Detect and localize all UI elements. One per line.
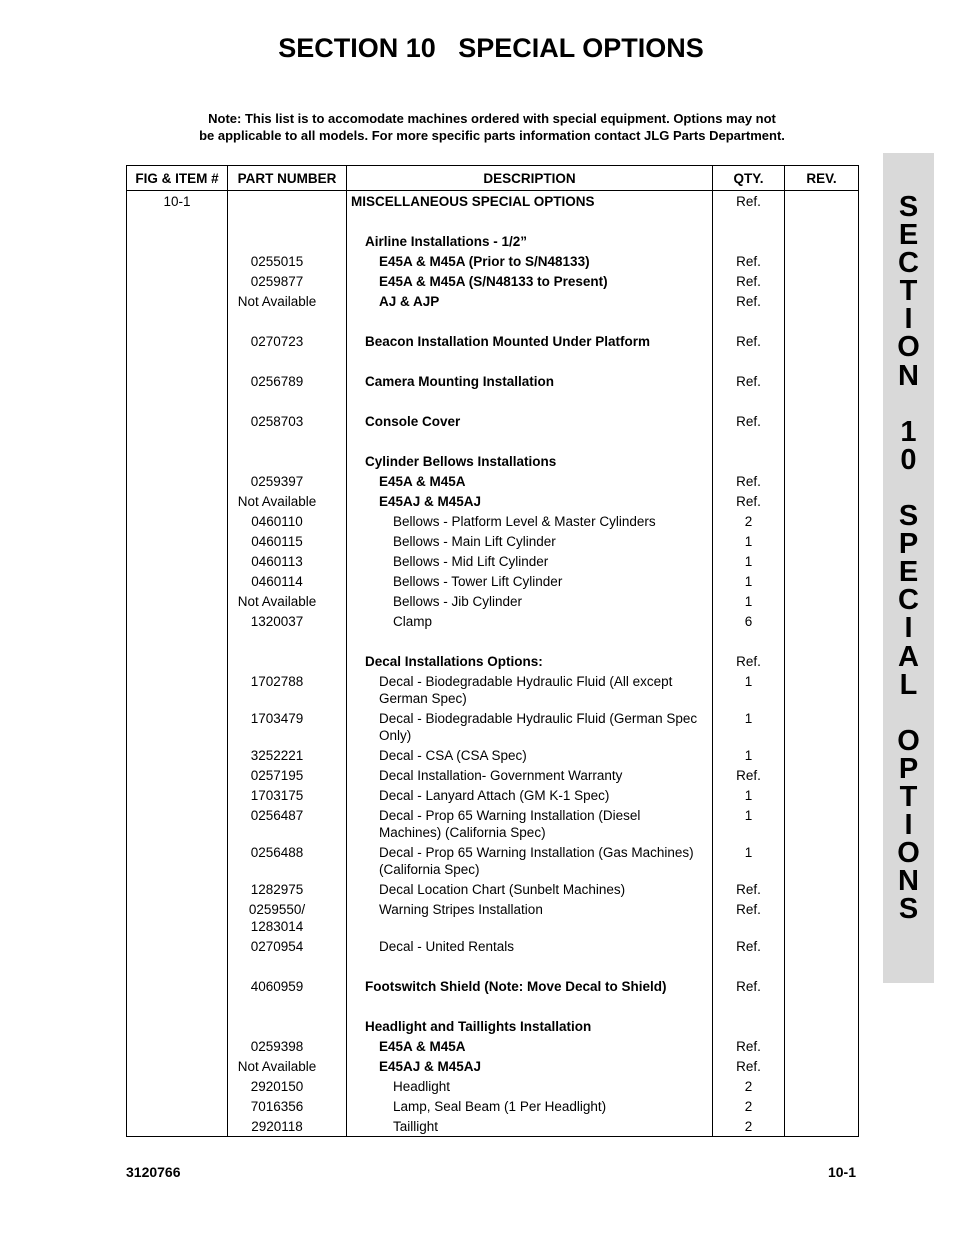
fig-cell [127,291,228,311]
spacer-cell [228,311,347,331]
description-cell: Decal - CSA (CSA Spec) [347,745,713,765]
description-cell: Bellows - Tower Lift Cylinder [347,571,713,591]
part-number-cell: Not Available [228,291,347,311]
qty-cell: Ref. [713,491,785,511]
table-row [127,251,859,271]
side-tab-letter [883,699,934,727]
table-row [127,511,859,531]
description-cell: Decal - Biodegradable Hydraulic Fluid (All except German Spec) [347,671,713,708]
part-number-cell [228,1016,347,1036]
description-cell: E45A & M45A [347,1036,713,1056]
qty-cell: Ref. [713,651,785,671]
rev-cell [785,471,859,491]
qty-cell: 2 [713,1076,785,1096]
description-cell: Bellows - Jib Cylinder [347,591,713,611]
spacer-cell [228,351,347,371]
rev-cell [785,765,859,785]
part-number-cell: 1703479 [228,708,347,745]
spacer-row [127,631,859,651]
note-line-2: be applicable to all models. For more specific parts information contact JLG Parts Department. [199,128,785,143]
spacer-cell [347,431,713,451]
rev-cell [785,591,859,611]
spacer-row [127,956,859,976]
spacer-cell [347,956,713,976]
side-tab-letter: O [897,724,920,757]
header-part-number: PART NUMBER [228,166,347,191]
part-number-cell: 1320037 [228,611,347,631]
description-cell: Camera Mounting Installation [347,371,713,391]
fig-cell [127,879,228,899]
spacer-cell [347,996,713,1016]
side-tab-letter: S [898,500,919,533]
side-tab-letter: I [904,809,913,842]
rev-cell [785,651,859,671]
table-row [127,471,859,491]
rev-cell [785,1116,859,1137]
part-number-cell: 0259397 [228,471,347,491]
side-tab-text [883,191,934,926]
table-row [127,976,859,996]
description-cell: Decal Installation- Government Warranty [347,765,713,785]
rev-cell [785,785,859,805]
spacer-row [127,391,859,411]
note [126,110,858,144]
table-row [127,1116,859,1137]
part-number-cell [228,191,347,212]
qty-cell: Ref. [713,1056,785,1076]
qty-cell: Ref. [713,899,785,936]
description-cell: E45A & M45A (S/N48133 to Present) [347,271,713,291]
spacer-cell [713,996,785,1016]
fig-cell [127,899,228,936]
description-cell: Taillight [347,1116,713,1137]
table-row [127,842,859,879]
description-cell: Airline Installations - 1/2” [347,231,713,251]
part-number-cell: 0259398 [228,1036,347,1056]
qty-cell: 1 [713,571,785,591]
rev-cell [785,976,859,996]
table-row [127,531,859,551]
side-tab-letter: S [898,893,919,926]
qty-cell: Ref. [713,251,785,271]
description-cell: E45AJ & M45AJ [347,1056,713,1076]
fig-cell [127,471,228,491]
rev-cell [785,271,859,291]
fig-cell [127,785,228,805]
qty-cell: 1 [713,842,785,879]
rev-cell [785,936,859,956]
spacer-row [127,351,859,371]
table-row [127,1056,859,1076]
qty-cell: Ref. [713,271,785,291]
spacer-cell [785,351,859,371]
part-number-cell: 0256789 [228,371,347,391]
table-row [127,271,859,291]
side-tab-letter [883,390,934,418]
spacer-cell [228,996,347,1016]
fig-cell [127,251,228,271]
part-number-cell: 2920150 [228,1076,347,1096]
part-number-cell: Not Available [228,491,347,511]
table-row [127,708,859,745]
side-tab-letter: E [898,219,919,252]
note-line-1: Note: This list is to accomodate machines ordered with special equipment. Options may not [208,111,776,126]
fig-cell [127,331,228,351]
part-number-cell: 0270723 [228,331,347,351]
side-tab-letter: 1 [900,415,917,448]
spacer-cell [347,351,713,371]
fig-cell [127,976,228,996]
side-tab-letter: O [897,331,920,364]
page-title: SECTION 10 SPECIAL OPTIONS [278,33,704,63]
qty-cell: 2 [713,511,785,531]
description-cell: E45A & M45A (Prior to S/N48133) [347,251,713,271]
qty-cell: Ref. [713,291,785,311]
side-tab-letter: P [898,528,919,561]
rev-cell [785,371,859,391]
rev-cell [785,611,859,631]
rev-cell [785,671,859,708]
qty-cell: Ref. [713,371,785,391]
fig-cell [127,708,228,745]
part-number-cell: 0256487 [228,805,347,842]
part-number-cell: 1282975 [228,879,347,899]
description-cell: Bellows - Mid Lift Cylinder [347,551,713,571]
rev-cell [785,231,859,251]
table-row [127,191,859,212]
part-number-cell: 0460113 [228,551,347,571]
rev-cell [785,411,859,431]
description-cell: Beacon Installation Mounted Under Platform [347,331,713,351]
side-tab-letter: C [898,247,919,280]
description-cell: Decal - United Rentals [347,936,713,956]
spacer-cell [347,311,713,331]
description-cell: Decal Location Chart (Sunbelt Machines) [347,879,713,899]
part-number-cell: 3252221 [228,745,347,765]
qty-cell: 1 [713,805,785,842]
description-cell: Warning Stripes Installation [347,899,713,936]
rev-cell [785,451,859,471]
side-tab-letter: C [898,584,919,617]
spacer-cell [785,631,859,651]
table-row [127,591,859,611]
part-number-cell: 0257195 [228,765,347,785]
fig-cell [127,451,228,471]
rev-cell [785,805,859,842]
side-tab-letter: E [898,556,919,589]
description-cell: Bellows - Main Lift Cylinder [347,531,713,551]
table-row [127,785,859,805]
part-number-cell: 7016356 [228,1096,347,1116]
table-row [127,899,859,936]
spacer-cell [127,391,228,411]
rev-cell [785,745,859,765]
side-tab-letter: O [897,837,920,870]
qty-cell: 1 [713,531,785,551]
description-cell: E45AJ & M45AJ [347,491,713,511]
description-cell: AJ & AJP [347,291,713,311]
spacer-cell [785,311,859,331]
table-row [127,451,859,471]
qty-cell: Ref. [713,936,785,956]
side-tab-letter: P [898,752,919,785]
table-row [127,1076,859,1096]
side-tab-letter: S [898,191,919,223]
table-row [127,571,859,591]
rev-cell [785,251,859,271]
rev-cell [785,191,859,212]
parts-table [126,165,859,1137]
fig-cell [127,611,228,631]
description-cell: Decal - Prop 65 Warning Installation (Diesel Machines) (California Spec) [347,805,713,842]
spacer-cell [713,431,785,451]
description-cell: Console Cover [347,411,713,431]
side-tab-letter: L [899,668,918,701]
part-number-cell: 0259877 [228,271,347,291]
spacer-cell [713,391,785,411]
table-row [127,1016,859,1036]
header-description: DESCRIPTION [347,166,713,191]
spacer-cell [713,631,785,651]
qty-cell: Ref. [713,411,785,431]
rev-cell [785,531,859,551]
fig-cell [127,231,228,251]
table-row [127,651,859,671]
fig-cell [127,745,228,765]
rev-cell [785,1076,859,1096]
description-cell: Lamp, Seal Beam (1 Per Headlight) [347,1096,713,1116]
qty-cell [713,1016,785,1036]
description-cell: Decal - Prop 65 Warning Installation (Gas Machines) (California Spec) [347,842,713,879]
table-header-row [127,166,859,191]
part-number-cell [228,651,347,671]
spacer-cell [228,211,347,231]
spacer-cell [347,391,713,411]
qty-cell: 1 [713,551,785,571]
fig-cell [127,371,228,391]
header-qty: QTY. [713,166,785,191]
spacer-cell [127,996,228,1016]
part-number-cell: Not Available [228,1056,347,1076]
qty-cell: Ref. [713,191,785,212]
part-number-cell: 0460115 [228,531,347,551]
table-row [127,671,859,708]
part-number-cell [228,231,347,251]
qty-cell: Ref. [713,1036,785,1056]
part-number-cell: 0256488 [228,842,347,879]
spacer-row [127,311,859,331]
qty-cell: 1 [713,671,785,708]
side-tab-letter: T [899,275,918,308]
fig-cell: 10-1 [127,191,228,212]
spacer-cell [127,956,228,976]
spacer-cell [713,351,785,371]
document-number: 3120766 [126,1164,181,1180]
description-cell: Clamp [347,611,713,631]
table-row [127,231,859,251]
fig-cell [127,1116,228,1137]
table-row [127,491,859,511]
spacer-row [127,996,859,1016]
qty-cell: 2 [713,1116,785,1137]
table-row [127,805,859,842]
fig-cell [127,671,228,708]
rev-cell [785,491,859,511]
header-rev: REV. [785,166,859,191]
rev-cell [785,899,859,936]
table-row [127,371,859,391]
fig-cell [127,651,228,671]
qty-cell: 6 [713,611,785,631]
fig-cell [127,765,228,785]
description-cell: Decal - Biodegradable Hydraulic Fluid (German Spec Only) [347,708,713,745]
fig-cell [127,1036,228,1056]
fig-cell [127,571,228,591]
fig-cell [127,491,228,511]
spacer-cell [785,956,859,976]
spacer-cell [127,431,228,451]
qty-cell: Ref. [713,976,785,996]
description-cell: Decal - Lanyard Attach (GM K-1 Spec) [347,785,713,805]
side-tab-letter: T [899,780,918,813]
part-number-cell [228,451,347,471]
rev-cell [785,551,859,571]
fig-cell [127,1096,228,1116]
spacer-cell [785,431,859,451]
qty-cell: Ref. [713,331,785,351]
fig-cell [127,531,228,551]
table-row [127,879,859,899]
rev-cell [785,708,859,745]
fig-cell [127,411,228,431]
spacer-cell [127,311,228,331]
table-row [127,551,859,571]
description-cell: Footswitch Shield (Note: Move Decal to Shield) [347,976,713,996]
description-cell: MISCELLANEOUS SPECIAL OPTIONS [347,191,713,212]
fig-cell [127,511,228,531]
spacer-cell [228,956,347,976]
side-tab-letter: I [904,303,913,336]
part-number-cell: Not Available [228,591,347,611]
part-number-cell: 0270954 [228,936,347,956]
spacer-cell [713,211,785,231]
description-cell: Headlight [347,1076,713,1096]
header-fig: FIG & ITEM # [127,166,228,191]
qty-cell: Ref. [713,879,785,899]
part-number-cell: 0259550/ 1283014 [228,899,347,936]
qty-cell [713,231,785,251]
fig-cell [127,591,228,611]
spacer-row [127,211,859,231]
side-tab-letter: N [898,359,919,392]
spacer-cell [127,351,228,371]
part-number-cell: 0255015 [228,251,347,271]
rev-cell [785,1056,859,1076]
spacer-cell [347,631,713,651]
spacer-row [127,431,859,451]
page-number: 10-1 [827,1164,856,1180]
table-row [127,611,859,631]
rev-cell [785,291,859,311]
side-tab-letter: N [898,865,919,898]
part-number-cell: 0460114 [228,571,347,591]
fig-cell [127,271,228,291]
spacer-cell [228,391,347,411]
rev-cell [785,879,859,899]
qty-cell: 1 [713,745,785,765]
spacer-cell [785,391,859,411]
part-number-cell: 1703175 [228,785,347,805]
spacer-cell [785,996,859,1016]
description-cell: Cylinder Bellows Installations [347,451,713,471]
fig-cell [127,842,228,879]
table-row [127,936,859,956]
description-cell: E45A & M45A [347,471,713,491]
spacer-cell [228,431,347,451]
part-number-cell: 4060959 [228,976,347,996]
table-row [127,1036,859,1056]
rev-cell [785,511,859,531]
spacer-cell [785,211,859,231]
qty-cell: 2 [713,1096,785,1116]
table-row [127,331,859,351]
side-tab-letter: 0 [900,443,917,476]
spacer-cell [713,311,785,331]
spacer-cell [127,211,228,231]
spacer-cell [713,956,785,976]
qty-cell [713,451,785,471]
rev-cell [785,1016,859,1036]
table-row [127,765,859,785]
qty-cell: 1 [713,708,785,745]
rev-cell [785,571,859,591]
table-row [127,411,859,431]
side-tab-letter: I [904,612,913,645]
spacer-cell [127,631,228,651]
spacer-cell [347,211,713,231]
qty-cell: Ref. [713,765,785,785]
qty-cell: 1 [713,785,785,805]
rev-cell [785,331,859,351]
fig-cell [127,805,228,842]
part-number-cell: 0460110 [228,511,347,531]
table-body [127,191,859,1137]
rev-cell [785,1096,859,1116]
table-row [127,291,859,311]
table-row [127,745,859,765]
fig-cell [127,1056,228,1076]
fig-cell [127,936,228,956]
spacer-cell [228,631,347,651]
qty-cell: 1 [713,591,785,611]
description-cell: Decal Installations Options: [347,651,713,671]
description-cell: Bellows - Platform Level & Master Cylinders [347,511,713,531]
table-row [127,1096,859,1116]
fig-cell [127,551,228,571]
side-tab-letter [883,474,934,502]
fig-cell [127,1016,228,1036]
side-tab-letter: A [898,640,919,673]
rev-cell [785,842,859,879]
description-cell: Headlight and Taillights Installation [347,1016,713,1036]
part-number-cell: 1702788 [228,671,347,708]
fig-cell [127,1076,228,1096]
part-number-cell: 2920118 [228,1116,347,1137]
qty-cell: Ref. [713,471,785,491]
part-number-cell: 0258703 [228,411,347,431]
rev-cell [785,1036,859,1056]
